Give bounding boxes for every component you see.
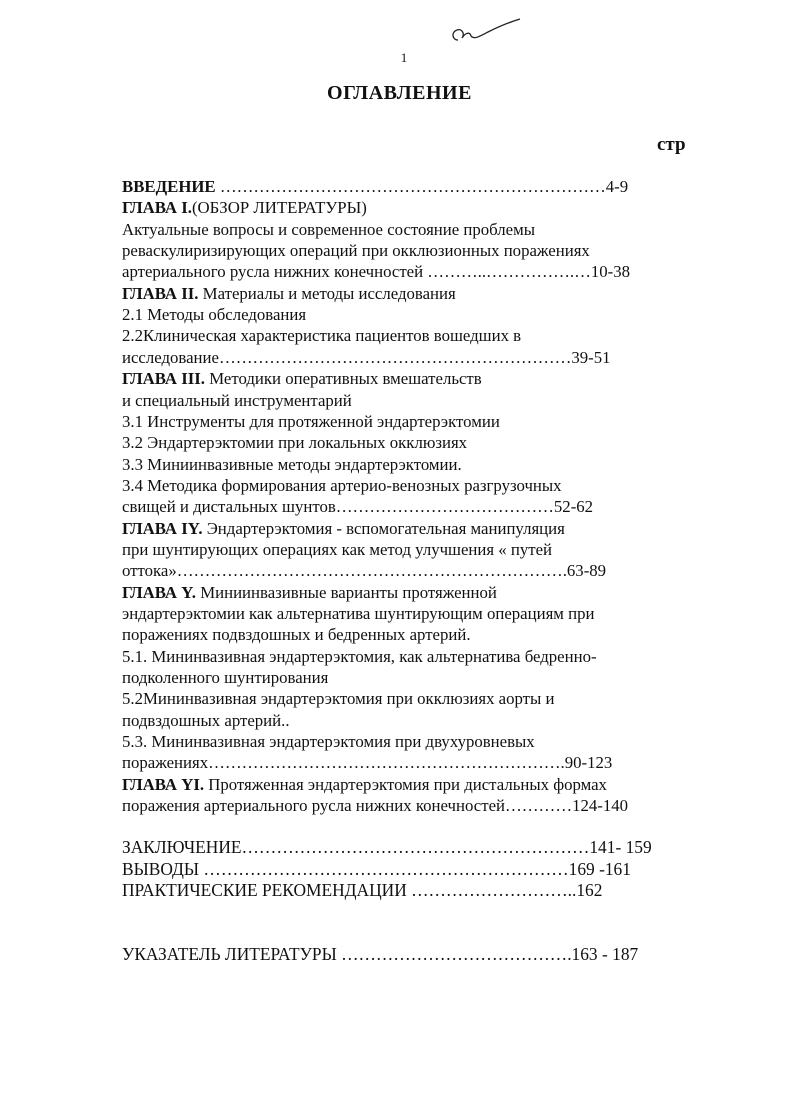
toc-line bbox=[122, 561, 606, 581]
toc-line bbox=[122, 326, 521, 346]
toc-line-conclusion bbox=[122, 837, 652, 857]
toc-line-bibliography bbox=[122, 944, 638, 964]
chapter-heading: ГЛАВА III. bbox=[122, 369, 206, 389]
toc-line bbox=[122, 220, 535, 240]
toc-line-text: ПРАКТИЧЕСКИЕ РЕКОМЕНДАЦИИ ………………………..162 bbox=[122, 880, 603, 900]
toc-line bbox=[122, 198, 367, 218]
toc-line-text: подколенного шунтирования bbox=[122, 668, 329, 688]
toc-line-conclusion bbox=[122, 859, 631, 879]
toc-line bbox=[122, 668, 328, 688]
toc-line-text: поражениях подвздошных и бедренных артерий. bbox=[122, 625, 471, 645]
toc-line-text: 3.4 Методика формирования артерио-венозных разгрузочных bbox=[122, 475, 562, 495]
toc-line-text: 3.2 Эндартерэктомии при локальных окклюзиях bbox=[122, 433, 468, 453]
toc-line-text: 3.1 Инструменты для протяженной эндартерэктомии bbox=[122, 411, 500, 431]
toc-line bbox=[122, 497, 593, 517]
toc-line-text: поражения артериального русла нижних конечностей…………124-140 bbox=[122, 796, 629, 816]
toc-line-text: исследование………………………………………………………39-51 bbox=[122, 347, 611, 367]
signature-mark bbox=[448, 18, 528, 52]
toc-line bbox=[122, 262, 630, 282]
toc-line-text: ……………………………………………………………4-9 bbox=[215, 177, 629, 196]
toc-line bbox=[122, 583, 497, 603]
toc-line-text: Протяженная эндартерэктомия при дистальных формах bbox=[204, 774, 607, 794]
toc-line-text: эндартерэктомии как альтернатива шунтирующим операциям при bbox=[122, 604, 595, 623]
toc-line bbox=[122, 455, 462, 475]
toc-line bbox=[122, 519, 565, 539]
toc-line bbox=[122, 348, 611, 368]
toc-line bbox=[122, 604, 594, 624]
chapter-heading: ГЛАВА Y. bbox=[122, 582, 196, 602]
toc-line-text: артериального русла нижних конечностей ………..…………….…10-38 bbox=[122, 262, 631, 282]
toc-line bbox=[122, 625, 471, 645]
toc-line bbox=[122, 284, 456, 304]
toc-line-text: (ОБЗОР ЛИТЕРАТУРЫ) bbox=[191, 198, 367, 218]
chapter-heading: ГЛАВА I. bbox=[122, 198, 192, 218]
chapter-heading: ГЛАВА II. bbox=[122, 283, 199, 303]
chapter-heading: ГЛАВА IY. bbox=[122, 518, 203, 538]
toc-line-text: свищей и дистальных шунтов…………………………………52-62 bbox=[122, 497, 594, 517]
toc-line bbox=[122, 796, 628, 816]
toc-line bbox=[122, 540, 552, 560]
toc-line bbox=[122, 241, 590, 261]
toc-line-text: оттока»…………………………………………………………….63-89 bbox=[122, 561, 607, 581]
toc-line-text: поражениях……………………………………………………….90-123 bbox=[122, 753, 613, 773]
toc-line-text: подвздошных артерий.. bbox=[122, 710, 290, 730]
toc-line-text: Методики оперативных вмешательств bbox=[205, 369, 482, 389]
chapter-heading: ВВЕДЕНИЕ bbox=[122, 177, 216, 196]
toc-line bbox=[122, 412, 500, 432]
toc-line bbox=[122, 647, 597, 667]
page-number: 1 bbox=[400, 50, 408, 65]
toc-line-text: 3.3 Миниинвазивные методы эндартерэктомии. bbox=[122, 454, 462, 474]
toc-line-text: Материалы и методы исследования bbox=[198, 283, 456, 303]
toc-line-text: Актуальные вопросы и современное состояние проблемы bbox=[122, 219, 536, 239]
chapter-heading: ГЛАВА YI. bbox=[122, 774, 205, 794]
toc-line-text: Эндартерэктомия - вспомогательная манипуляция bbox=[202, 518, 565, 538]
toc-line-text: реваскулиризирующих операций при окклюзионных поражениях bbox=[122, 241, 590, 261]
toc-line-text: 5.1. Мининвазивная эндартерэктомия, как альтернатива бедренно- bbox=[122, 646, 597, 666]
toc-line bbox=[122, 305, 306, 325]
toc-line-text: 2.2Клиническая характеристика пациентов вошедших в bbox=[122, 326, 522, 346]
toc-line-conclusion bbox=[122, 880, 602, 900]
toc-line bbox=[122, 689, 554, 709]
toc-line bbox=[122, 711, 290, 731]
toc-line bbox=[122, 732, 535, 752]
toc-line-text: ВЫВОДЫ ………………………………………………………169 -161 bbox=[122, 858, 631, 879]
toc-line bbox=[122, 775, 607, 795]
toc-line bbox=[122, 369, 482, 389]
toc-line-text: Миниинвазивные варианты протяженной bbox=[196, 582, 497, 602]
toc-line bbox=[122, 433, 467, 453]
toc-line-text: и специальный инструментарий bbox=[122, 390, 352, 410]
toc-line-text: 5.3. Мининвазивная эндартерэктомия при двухуровневых bbox=[122, 732, 535, 752]
toc-line bbox=[122, 476, 562, 496]
toc-line bbox=[122, 753, 612, 773]
toc-line-text: ЗАКЛЮЧЕНИЕ……………………………………………………141- 159 bbox=[122, 837, 652, 857]
page-column-label: стр bbox=[657, 134, 686, 155]
page-title: ОГЛАВЛЕНИЕ bbox=[327, 82, 472, 104]
toc-line-text: при шунтирующих операциях как метод улучшения « путей bbox=[122, 539, 553, 559]
toc-line-text: 5.2Мининвазивная эндартерэктомия при окклюзиях аорты и bbox=[122, 689, 555, 709]
toc-line bbox=[122, 177, 628, 197]
toc-line bbox=[122, 391, 352, 411]
toc-line-text: УКАЗАТЕЛЬ ЛИТЕРАТУРЫ ………………………………….163 - 187 bbox=[122, 944, 639, 964]
toc-line-text: 2.1 Методы обследования bbox=[122, 305, 307, 325]
